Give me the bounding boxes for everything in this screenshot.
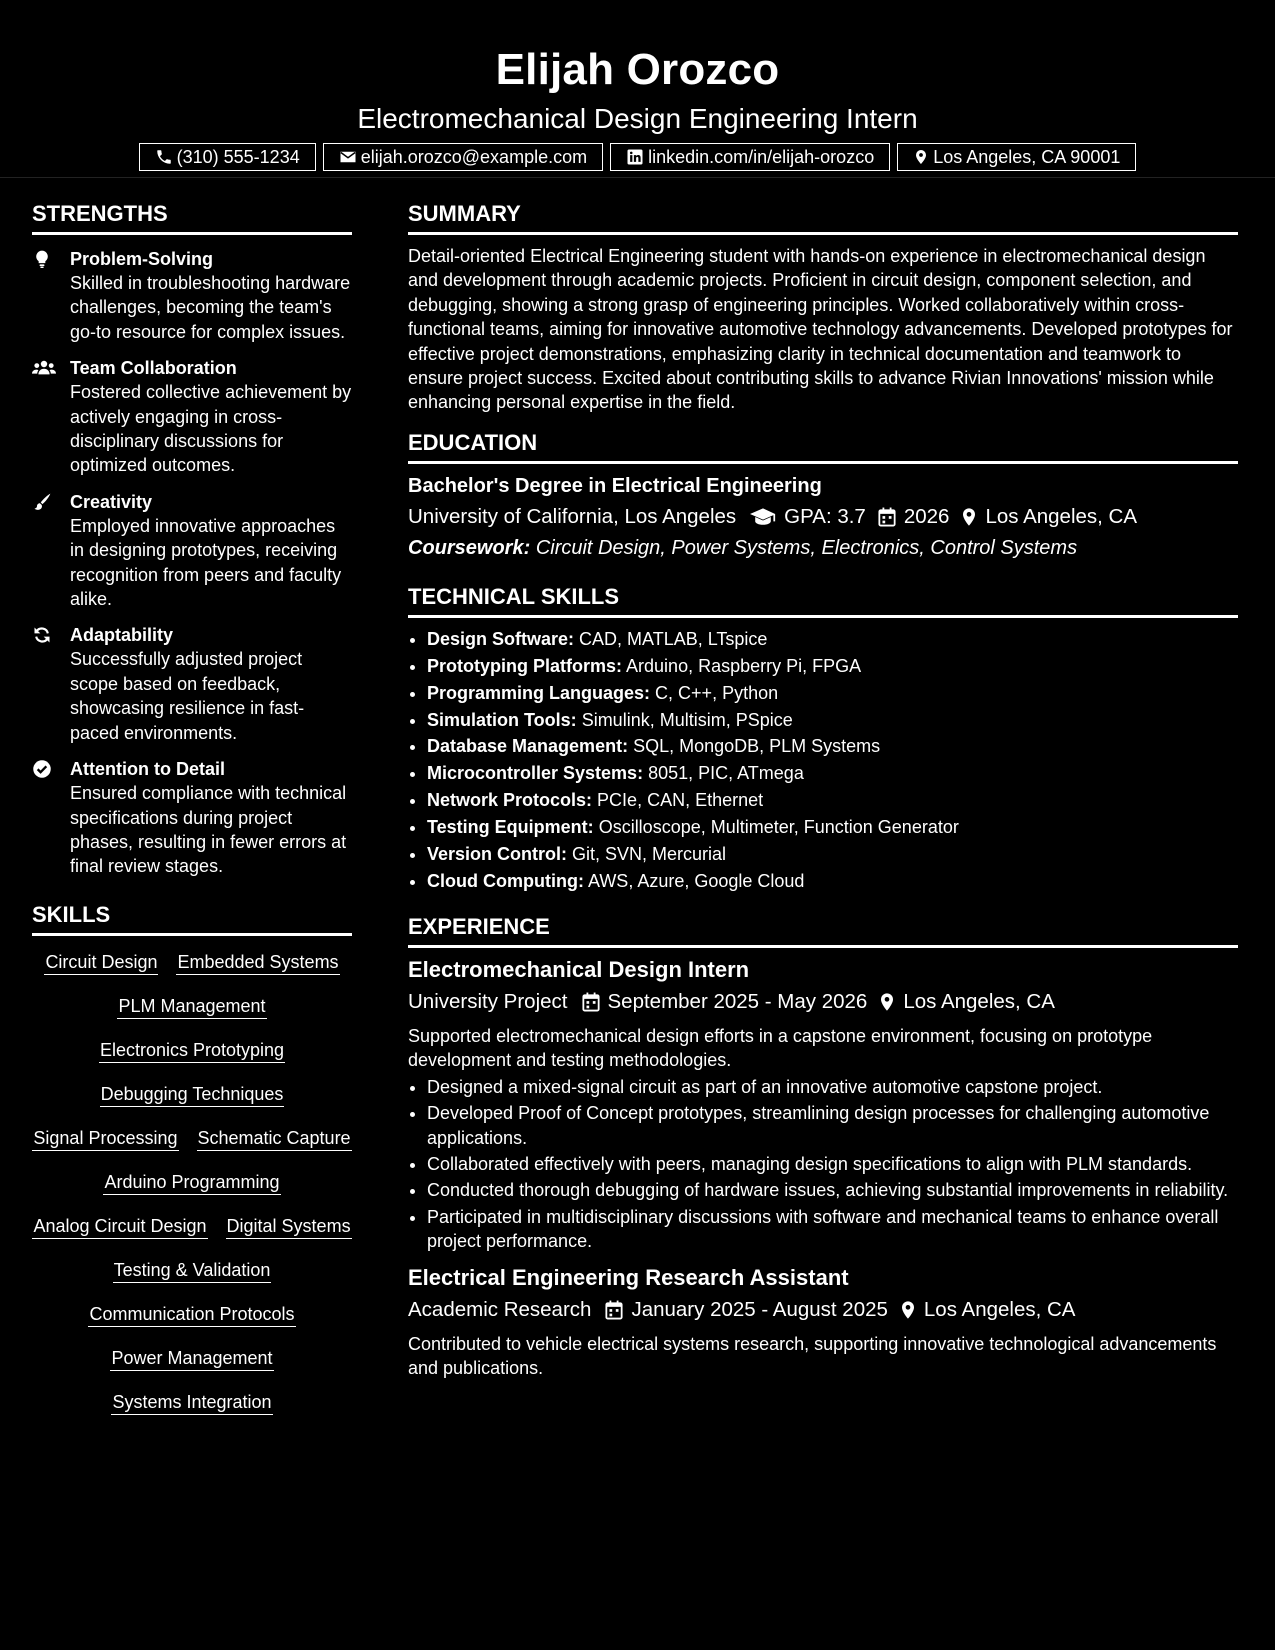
skill-tag: Power Management xyxy=(110,1346,273,1371)
education-degree: Bachelor's Degree in Electrical Engineering xyxy=(408,474,822,497)
tech-skill-label: Simulation Tools: xyxy=(427,709,577,730)
graduation-cap-icon xyxy=(750,507,776,527)
list-item xyxy=(427,626,1238,653)
tech-skill-value: Oscilloscope, Multimeter, Function Generator xyxy=(598,817,959,838)
strength-desc: Skilled in troubleshooting hardware challenges, becoming the team's go-to resource for complex issues. xyxy=(70,273,351,342)
users-icon xyxy=(32,358,56,378)
list-item xyxy=(427,760,1238,787)
tech-skill-label: Testing Equipment: xyxy=(427,817,594,838)
job-entry xyxy=(408,956,1238,1254)
skill-tag: Debugging Techniques xyxy=(100,1082,285,1107)
list-item: • Participated in multidisciplinary discussions with software and mechanical teams to enhance overall project performance. xyxy=(427,1205,1238,1254)
list-item: • Designed a mixed-signal circuit as part of an innovative automotive capstone project. xyxy=(427,1075,1238,1099)
skill-tag: Systems Integration xyxy=(111,1390,272,1415)
job-title: Electromechanical Design Intern xyxy=(408,956,750,982)
list-item xyxy=(427,653,1238,680)
job-description: Contributed to vehicle electrical systems research, supporting innovative technological advancements and publications. xyxy=(408,1333,1217,1378)
tech-skill-label: Version Control: xyxy=(427,844,568,865)
strength-title: Creativity xyxy=(70,491,153,512)
sync-icon xyxy=(32,625,52,645)
tech-skill-value: C, C++, Python xyxy=(655,682,779,703)
strength-desc: Successfully adjusted project scope based on feedback, showcasing resilience in fast-paced environments. xyxy=(70,649,305,743)
contact-location-text: Los Angeles, CA 90001 xyxy=(933,146,1121,167)
skill-tag: Schematic Capture xyxy=(197,1126,352,1151)
phone-icon xyxy=(155,148,173,166)
skill-tag: Signal Processing xyxy=(32,1126,178,1151)
job-dates: September 2025 - May 2026 xyxy=(607,989,868,1013)
job-org: University Project xyxy=(408,989,568,1013)
list-item xyxy=(427,787,1238,814)
right-column xyxy=(408,178,1238,1380)
contact-linkedin-text: linkedin.com/in/elijah-orozco xyxy=(648,146,875,167)
tech-skill-value: AWS, Azure, Google Cloud xyxy=(587,871,805,891)
strength-item xyxy=(32,247,352,344)
education-school: University of California, Los Angeles xyxy=(408,504,737,528)
list-item xyxy=(427,814,1238,841)
experience-heading: EXPERIENCE xyxy=(408,913,1238,948)
skills-heading: SKILLS xyxy=(32,901,352,936)
list-item: • Conducted thorough debugging of hardware issues, achieving substantial improvements in reliability. xyxy=(427,1178,1238,1202)
job-location: Los Angeles, CA xyxy=(903,989,1055,1013)
list-item xyxy=(427,680,1238,707)
map-marker-icon xyxy=(900,1300,916,1320)
candidate-title: Electromechanical Design Engineering Intern xyxy=(357,103,918,134)
lightbulb-icon xyxy=(32,249,52,269)
strength-title: Attention to Detail xyxy=(70,759,225,780)
skill-tag: PLM Management xyxy=(117,994,266,1019)
calendar-icon xyxy=(878,507,896,527)
list-item xyxy=(427,841,1238,868)
tech-skill-label: Design Software: xyxy=(427,628,575,649)
job-org: Academic Research xyxy=(408,1297,592,1321)
education-heading: EDUCATION xyxy=(408,429,1238,464)
job-bullets xyxy=(408,1075,1238,1254)
job-meta xyxy=(408,988,1238,1016)
strength-item xyxy=(32,356,352,478)
tech-skill-label: Programming Languages: xyxy=(427,682,651,703)
tech-skill-value: Arduino, Raspberry Pi, FPGA xyxy=(626,655,862,676)
contact-location[interactable] xyxy=(897,143,1136,171)
tech-skill-label: Microcontroller Systems: xyxy=(427,763,644,784)
coursework-label: Coursework: xyxy=(408,536,531,559)
contact-email[interactable] xyxy=(323,143,603,171)
tech-skill-value: SQL, MongoDB, PLM Systems xyxy=(633,736,881,757)
job-dates: January 2025 - August 2025 xyxy=(631,1297,888,1321)
map-marker-icon xyxy=(961,507,977,527)
job-meta xyxy=(408,1296,1238,1324)
tech-skill-value: PCIe, CAN, Ethernet xyxy=(597,790,764,811)
education-gpa: GPA: 3.7 xyxy=(784,504,866,528)
summary-text: Detail-oriented Electrical Engineering student with hands-on experience in electromechanical design and development through academic projects. Proficient in circuit design, component selection, and debugging, showing a strong grasp of engineering principles. Worked collaboratively within cross-functional teams, aiming for innovative automotive technology advancements. Developed prototypes for effective project demonstrations, emphasizing clarity in technical documentation and teamwork to ensure project success. Excited about contributing skills to advance Rivian Innovations' mission while enhancing personal expertise in the field. xyxy=(408,246,1233,413)
tech-skill-value: CAD, MATLAB, LTspice xyxy=(579,628,768,649)
map-marker-icon xyxy=(879,992,895,1012)
education-coursework xyxy=(408,535,1238,561)
skill-tag: Arduino Programming xyxy=(103,1170,280,1195)
strength-title: Problem-Solving xyxy=(70,249,214,269)
strength-desc: Ensured compliance with technical specifications during project phases, resulting in fewer errors at final review stages. xyxy=(70,783,347,877)
tech-skill-label: Prototyping Platforms: xyxy=(427,655,623,676)
technical-skills-heading: TECHNICAL SKILLS xyxy=(408,583,1238,618)
strength-desc: Employed innovative approaches in designing prototypes, receiving recognition from peers and faculty alike. xyxy=(70,515,342,610)
skill-tag: Testing & Validation xyxy=(113,1258,272,1283)
tech-skill-label: Network Protocols: xyxy=(427,790,593,811)
strengths-heading: STRENGTHS xyxy=(32,200,352,235)
tech-skill-value: Git, SVN, Mercurial xyxy=(572,844,727,865)
skill-tag: Embedded Systems xyxy=(176,950,339,975)
strength-desc: Fostered collective achievement by actively engaging in cross-disciplinary discussions for optimized outcomes. xyxy=(70,382,352,476)
paintbrush-icon xyxy=(32,492,52,512)
job-title: Electrical Engineering Research Assistant xyxy=(408,1264,849,1290)
contact-phone[interactable] xyxy=(139,143,316,171)
skill-tag: Electronics Prototyping xyxy=(99,1038,285,1063)
technical-skills-list xyxy=(408,626,1238,895)
summary-heading: SUMMARY xyxy=(408,200,1238,235)
linkedin-icon xyxy=(626,148,644,166)
job-description: Supported electromechanical design efforts in a capstone environment, focusing on prototype development and testing methodologies. xyxy=(408,1025,1153,1071)
job-entry xyxy=(408,1264,1238,1381)
tech-skill-value: Simulink, Multisim, PSpice xyxy=(581,709,793,730)
check-circle-icon xyxy=(32,759,52,779)
strength-item xyxy=(32,623,352,745)
list-item xyxy=(427,707,1238,734)
contact-linkedin[interactable] xyxy=(610,143,890,171)
skills-list xyxy=(32,950,352,1415)
strength-title: Adaptability xyxy=(70,625,174,646)
skill-tag: Circuit Design xyxy=(44,950,158,975)
education-year: 2026 xyxy=(903,504,950,528)
list-item: • Collaborated effectively with peers, managing design specifications to align with PLM standards. xyxy=(427,1152,1238,1176)
skill-tag: Analog Circuit Design xyxy=(32,1214,207,1239)
calendar-icon xyxy=(582,992,600,1012)
education-location: Los Angeles, CA xyxy=(985,504,1138,528)
strength-item xyxy=(32,757,352,879)
tech-skill-label: Cloud Computing: xyxy=(427,871,584,891)
tech-skill-value: 8051, PIC, ATmega xyxy=(648,763,804,784)
list-item xyxy=(427,868,1238,895)
contact-bar xyxy=(0,143,1275,171)
education-meta xyxy=(408,503,1238,531)
contact-email-text: elijah.orozco@example.com xyxy=(360,146,588,167)
list-item xyxy=(427,733,1238,760)
candidate-name: Elijah Orozco xyxy=(495,45,780,94)
skill-tag: Communication Protocols xyxy=(88,1302,295,1327)
list-item: • Developed Proof of Concept prototypes, streamlining design processes for challenging automotive applications. xyxy=(427,1101,1238,1150)
envelope-icon xyxy=(339,148,357,166)
strength-item xyxy=(32,490,352,612)
calendar-icon xyxy=(605,1300,623,1320)
left-column xyxy=(32,178,352,1415)
tech-skill-label: Database Management: xyxy=(427,736,629,757)
contact-phone-text: (310) 555-1234 xyxy=(176,146,300,167)
map-marker-icon xyxy=(913,148,929,166)
skill-tag: Digital Systems xyxy=(226,1214,352,1239)
resume-header xyxy=(0,0,1275,178)
job-location: Los Angeles, CA xyxy=(923,1297,1076,1321)
coursework-list: Circuit Design, Power Systems, Electronics, Control Systems xyxy=(535,536,1078,559)
strength-title: Team Collaboration xyxy=(70,358,237,379)
